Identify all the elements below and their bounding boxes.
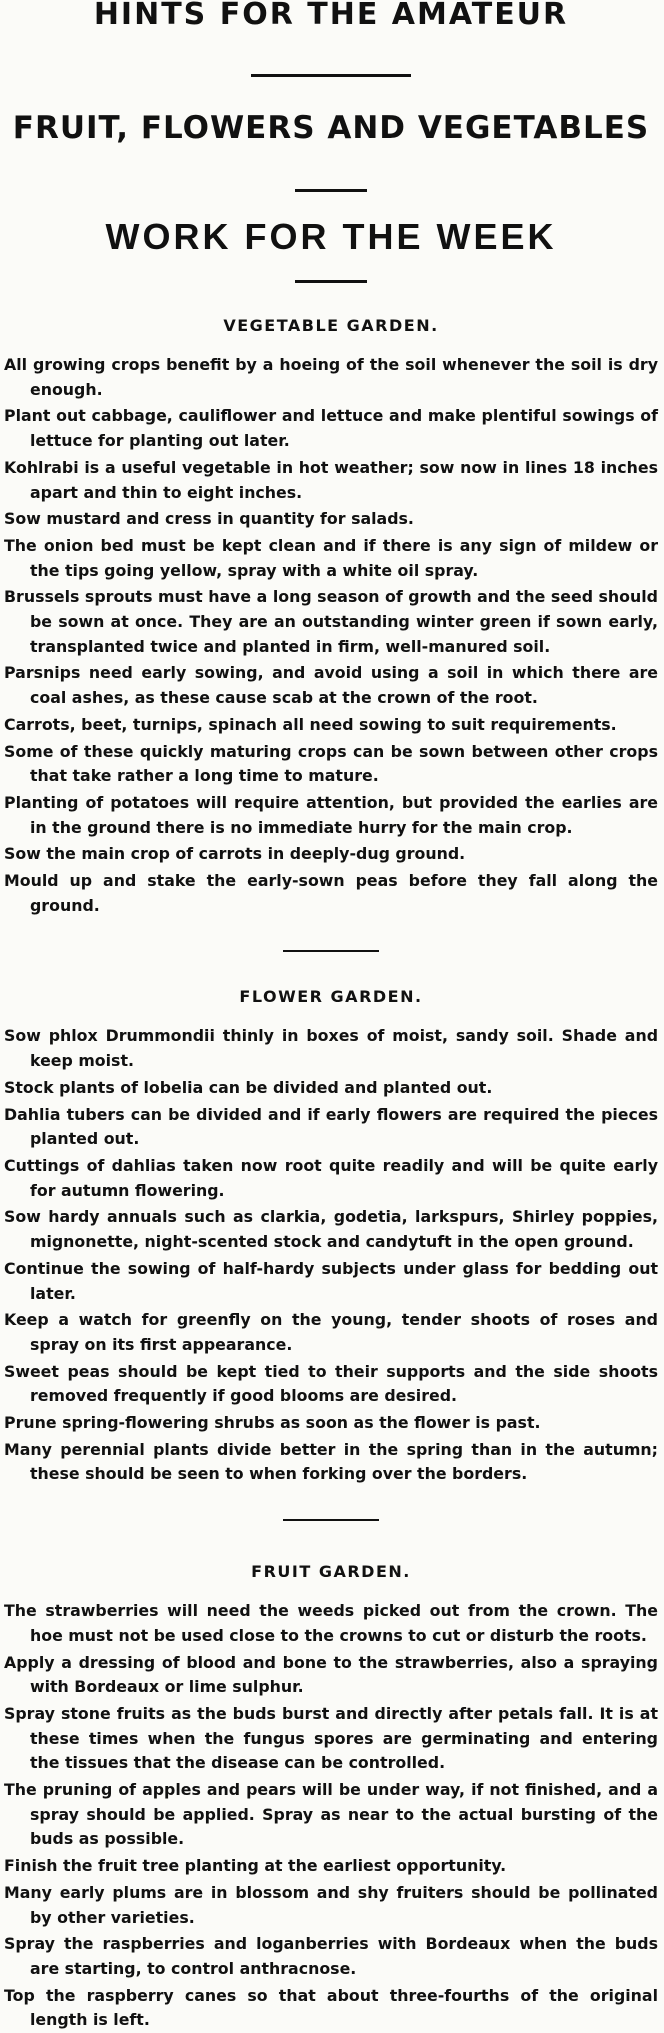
section-title-divider bbox=[295, 280, 367, 283]
flower-section-divider bbox=[283, 1519, 379, 1521]
list-item: Finish the fruit tree planting at the earliest opportunity. bbox=[4, 1856, 507, 1876]
list-item: Prune spring-flowering shrubs as soon as the flower is past. bbox=[4, 1413, 541, 1433]
flower-garden-heading: FLOWER GARDEN. bbox=[239, 987, 423, 1007]
list-item: Brussels sprouts must have a long season of growth and the seed should be sown at once. They are an outstanding winter green if sown early, transplanted twice and planted in firm, well-manured soil. bbox=[4, 587, 658, 656]
list-item: Planting of potatoes will require attention, but provided the earlies are in the ground there is no immediate hurry for the main crop. bbox=[4, 792, 658, 837]
list-item: Carrots, beet, turnips, spinach all need sowing to suit requirements. bbox=[4, 714, 617, 734]
title-divider bbox=[251, 74, 411, 77]
list-item: Many early plums are in blossom and shy fruiters should be pollinated by other varieties. bbox=[4, 1882, 658, 1927]
list-item: Plant out cabbage, cauliflower and lettuce and make plentiful sowings of lettuce for planting out later. bbox=[4, 406, 658, 451]
list-item: Dahlia tubers can be divided and if early flowers are required the pieces planted out. bbox=[4, 1104, 658, 1149]
article-title: HINTS FOR THE AMATEUR bbox=[93, 0, 569, 30]
vegetable-section-divider bbox=[283, 950, 379, 952]
list-item: The strawberries will need the weeds picked out from the crown. The hoe must not be used close to the crowns to cut or disturb the roots. bbox=[4, 1601, 658, 1645]
flower-garden-list bbox=[4, 1024, 658, 1487]
vegetable-garden-list bbox=[4, 353, 658, 918]
list-item: Sweet peas should be kept tied to their supports and the side shoots removed frequently if good blooms are desired. bbox=[4, 1361, 658, 1406]
list-item: Spray stone fruits as the buds burst and directly after petals fall. It is at these times when the fungus spores are germinating and entering the tissues that the disease can be controlled. bbox=[4, 1703, 658, 1773]
subtitle-divider bbox=[295, 189, 367, 192]
list-item: Sow phlox Drummondii thinly in boxes of moist, sandy soil. Shade and keep moist. bbox=[4, 1026, 658, 1071]
list-item: Keep a watch for greenfly on the young, tender shoots of roses and spray on its first appearance. bbox=[4, 1310, 658, 1354]
list-item: Top the raspberry canes so that about three-fourths of the original length is left. bbox=[4, 1985, 658, 2030]
vegetable-garden-heading: VEGETABLE GARDEN. bbox=[223, 316, 439, 335]
fruit-garden-heading: FRUIT GARDEN. bbox=[251, 1562, 411, 1582]
list-item: Cuttings of dahlias taken now root quite readily and will be quite early for autumn flowering. bbox=[4, 1155, 658, 1200]
list-item: Mould up and stake the early-sown peas before they fall along the ground. bbox=[4, 871, 658, 915]
list-item: Sow hardy annuals such as clarkia, godetia, larkspurs, Shirley poppies, mignonette, night-scented stock and candytuft in the open ground. bbox=[4, 1207, 658, 1252]
section-title: WORK FOR THE WEEK bbox=[105, 216, 557, 257]
list-item: Kohlrabi is a useful vegetable in hot weather; sow now in lines 18 inches apart and thin to eight inches. bbox=[4, 457, 658, 502]
list-item: The pruning of apples and pears will be under way, if not finished, and a spray should be applied. Spray as near to the actual bursting of the buds as possible. bbox=[4, 1780, 658, 1849]
list-item: Continue the sowing of half-hardy subjects under glass for bedding out later. bbox=[4, 1258, 658, 1303]
list-item: Spray the raspberries and loganberries with Bordeaux when the buds are starting, to control anthracnose. bbox=[4, 1934, 658, 1978]
list-item: Many perennial plants divide better in the spring than in the autumn; these should be seen to when forking over the borders. bbox=[4, 1439, 658, 1484]
fruit-garden-list bbox=[4, 1599, 658, 2033]
list-item: Sow the main crop of carrots in deeply-dug ground. bbox=[4, 844, 466, 864]
list-item: The onion bed must be kept clean and if there is any sign of mildew or the tips going yellow, spray with a white oil spray. bbox=[4, 535, 658, 580]
list-item: Parsnips need early sowing, and avoid using a soil in which there are coal ashes, as these cause scab at the crown of the root. bbox=[4, 663, 658, 708]
article-subtitle: FRUIT, FLOWERS AND VEGETABLES bbox=[12, 110, 650, 146]
list-item: All growing crops benefit by a hoeing of the soil whenever the soil is dry enough. bbox=[4, 355, 658, 399]
list-item: Some of these quickly maturing crops can be sown between other crops that take rather a long time to mature. bbox=[4, 741, 658, 786]
list-item: Stock plants of lobelia can be divided and planted out. bbox=[4, 1077, 493, 1097]
list-item: Sow mustard and cress in quantity for salads. bbox=[4, 509, 414, 529]
list-item: Apply a dressing of blood and bone to the strawberries, also a spraying with Bordeaux or lime sulphur. bbox=[4, 1652, 658, 1697]
